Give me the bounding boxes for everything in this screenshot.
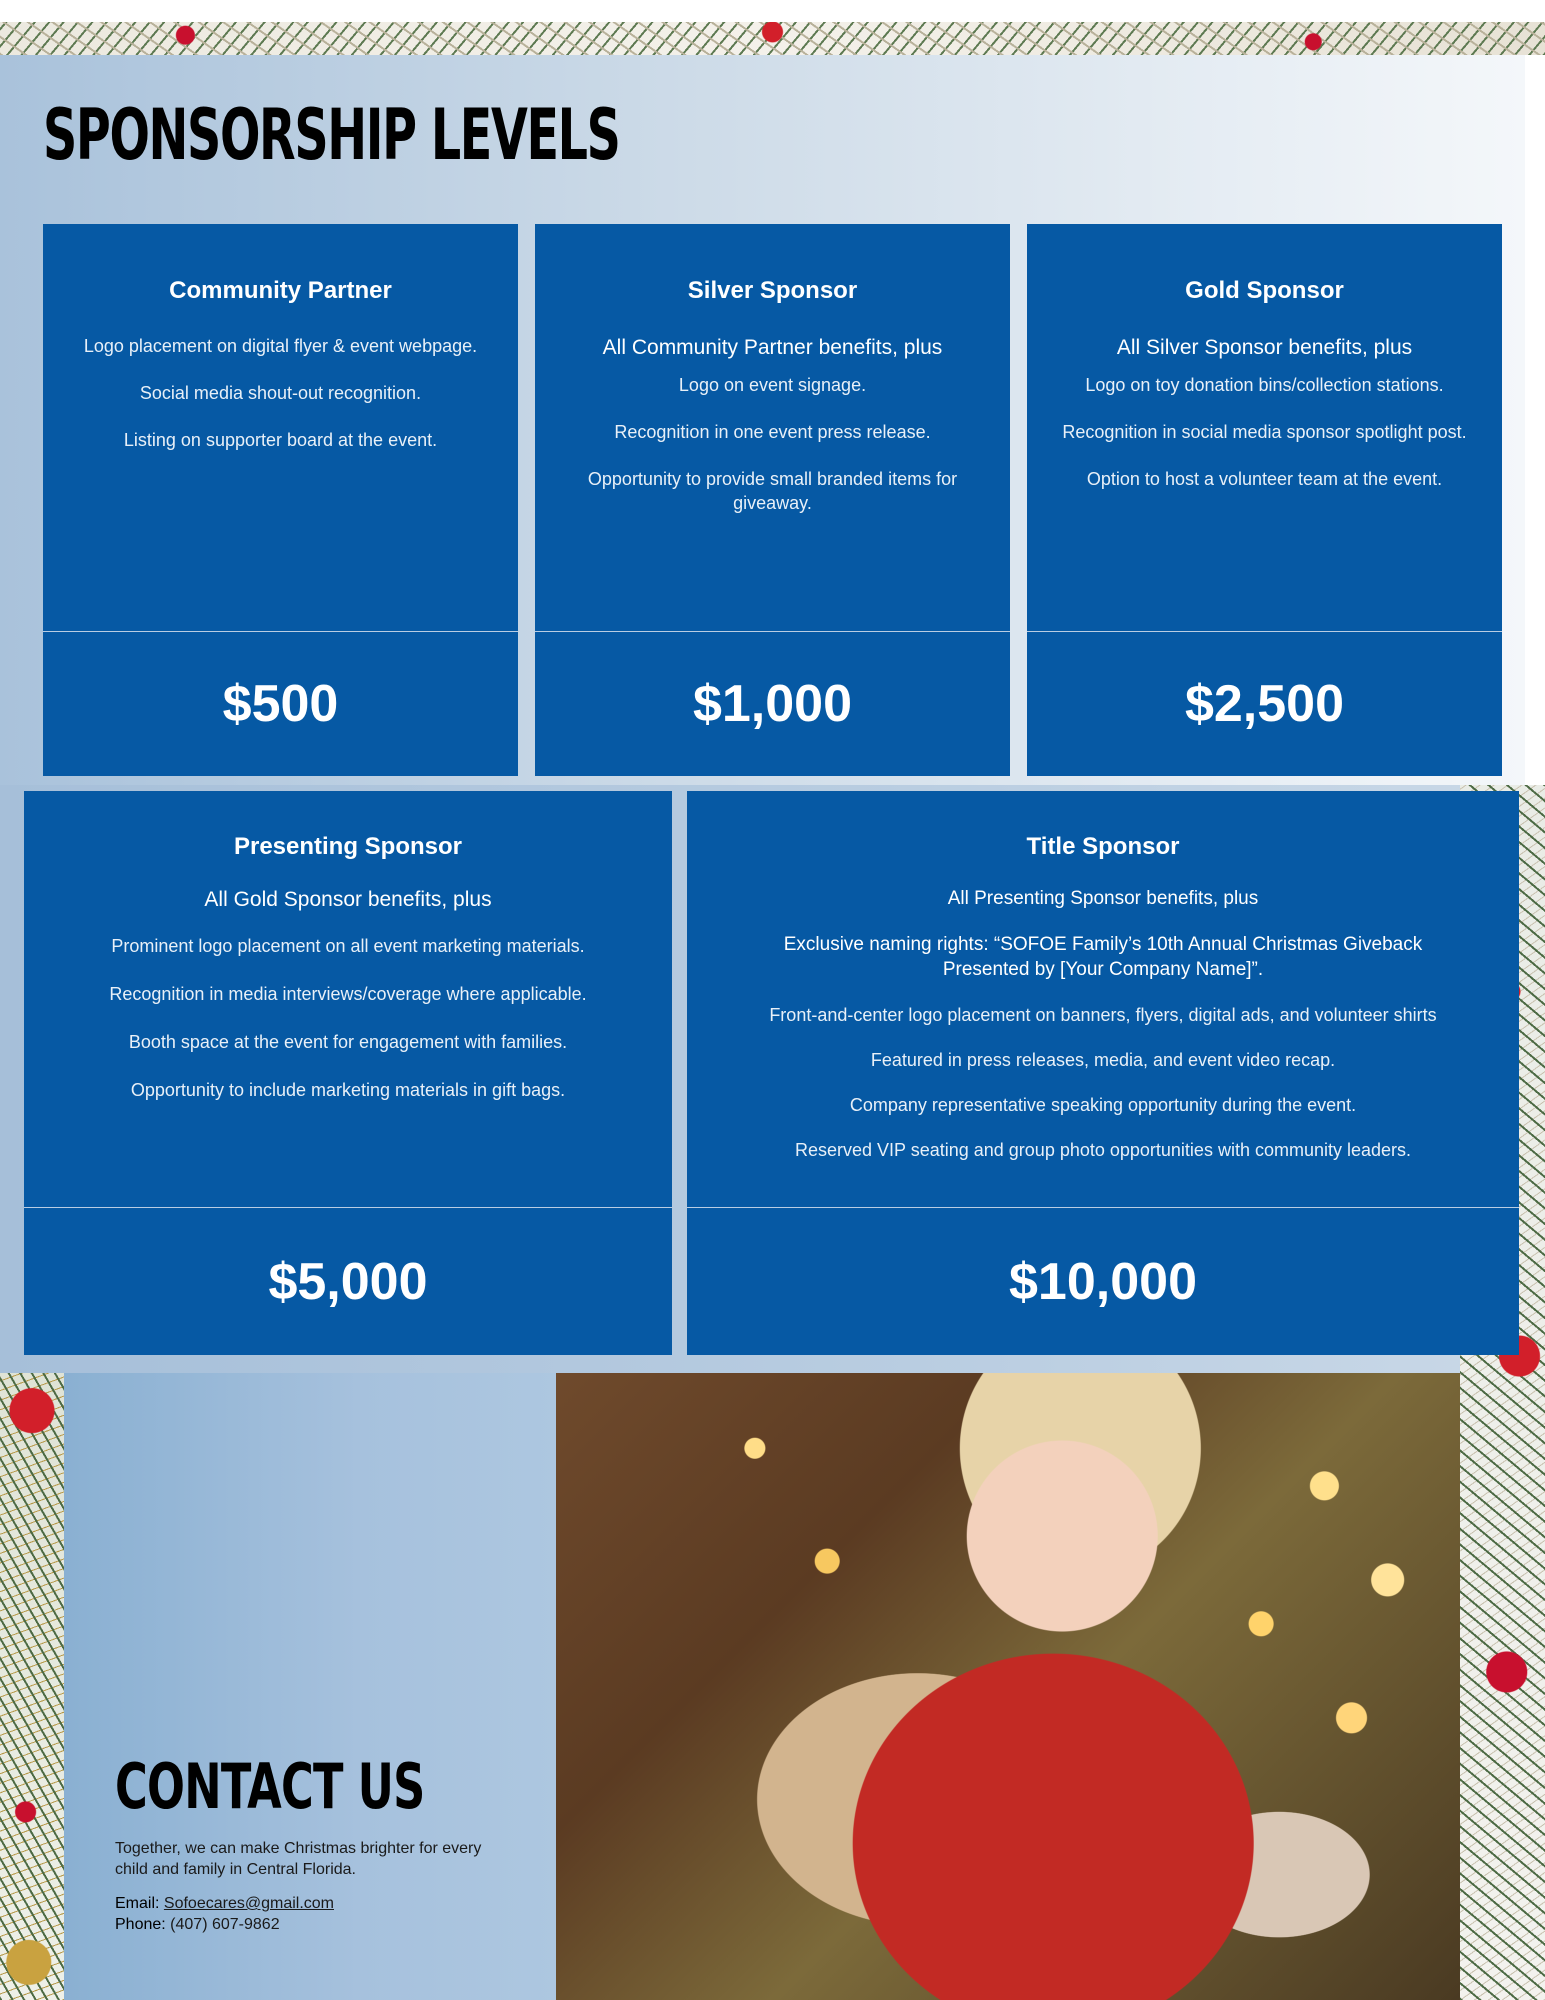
- benefit-item: Opportunity to provide small branded items for giveaway.: [587, 469, 958, 513]
- garland-border-top: [0, 22, 1545, 55]
- contact-title: CONTACT US: [115, 1750, 425, 1823]
- contact-description: Together, we can make Christmas brighter for every child and family in Central Florida.: [115, 1840, 482, 1878]
- contact-email-line: [115, 1893, 334, 1914]
- tier-benefits: [561, 373, 984, 515]
- benefit-item: Featured in press releases, media, and event video recap.: [870, 1050, 1336, 1070]
- phone-number: (407) 607-9862: [170, 1916, 280, 1933]
- email-label: Email:: [115, 1895, 160, 1912]
- tier-card-gold-sponsor: [1027, 224, 1502, 776]
- tier-price: $10,000: [1009, 1252, 1197, 1311]
- tier-card-presenting-sponsor: [24, 791, 672, 1355]
- tier-intro: All Presenting Sponsor benefits, plus: [947, 888, 1259, 909]
- tier-intro: All Silver Sponsor benefits, plus: [1116, 336, 1413, 359]
- benefit-item: Social media shout-out recognition.: [139, 383, 422, 403]
- naming-rights-text: Exclusive naming rights: “SOFOE Family’s 10th Annual Christmas Giveback Presented by [Your Company Name]”.: [783, 934, 1423, 980]
- child-with-gift-photo: [556, 1373, 1460, 2000]
- benefit-item: Booth space at the event for engagement with families.: [128, 1032, 568, 1052]
- tier-price: $5,000: [268, 1252, 428, 1311]
- contact-phone-line: [115, 1914, 280, 1935]
- tier-benefits: [69, 334, 492, 452]
- tier-intro: All Community Partner benefits, plus: [602, 336, 943, 359]
- tier-card-silver-sponsor: [535, 224, 1010, 776]
- tier-card-community-partner: [43, 224, 518, 776]
- benefit-item: Option to host a volunteer team at the event.: [1086, 469, 1443, 489]
- tier-name: Community Partner: [169, 277, 392, 304]
- tier-price: $1,000: [692, 675, 853, 733]
- tier-price-box: [24, 1207, 672, 1355]
- tier-price-box: [687, 1207, 1519, 1355]
- benefit-item: Recognition in social media sponsor spotlight post.: [1062, 422, 1467, 442]
- tier-price-box: [43, 631, 518, 776]
- tier-price: $500: [222, 675, 339, 733]
- benefit-item: Company representative speaking opportunity during the event.: [849, 1095, 1357, 1115]
- benefit-item: Recognition in media interviews/coverage where applicable.: [109, 984, 587, 1004]
- benefit-item: Logo on event signage.: [678, 375, 867, 395]
- tier-name: Title Sponsor: [1026, 833, 1180, 860]
- garland-border-left: [0, 1373, 64, 2000]
- benefit-item: Logo on toy donation bins/collection stations.: [1085, 375, 1444, 395]
- benefit-item: Reserved VIP seating and group photo opportunities with community leaders.: [794, 1140, 1412, 1160]
- tier-benefits: [713, 1003, 1493, 1162]
- tier-name: Silver Sponsor: [687, 277, 858, 304]
- tier-benefits: [50, 934, 646, 1102]
- tier-price: $2,500: [1184, 675, 1345, 733]
- tier-name: Gold Sponsor: [1185, 277, 1344, 304]
- sponsorship-title: SPONSORSHIP LEVELS: [43, 94, 620, 176]
- tier-benefits: [1053, 373, 1476, 491]
- benefit-item: Recognition in one event press release.: [614, 422, 931, 442]
- benefit-item: Logo placement on digital flyer & event webpage.: [83, 336, 478, 356]
- tier-price-box: [535, 631, 1010, 776]
- benefit-item: Opportunity to include marketing materials in gift bags.: [130, 1080, 566, 1100]
- tier-name: Presenting Sponsor: [233, 833, 463, 860]
- benefit-item: Front-and-center logo placement on banners, flyers, digital ads, and volunteer shirts: [769, 1005, 1437, 1025]
- benefit-item: Prominent logo placement on all event marketing materials.: [111, 936, 585, 956]
- email-link[interactable]: Sofoecares@gmail.com: [163, 1895, 334, 1912]
- tier-price-box: [1027, 631, 1502, 776]
- benefit-item: Listing on supporter board at the event.: [123, 430, 438, 450]
- tier-intro: All Gold Sponsor benefits, plus: [204, 888, 492, 911]
- phone-label: Phone:: [115, 1916, 166, 1933]
- tier-card-title-sponsor: [687, 791, 1519, 1355]
